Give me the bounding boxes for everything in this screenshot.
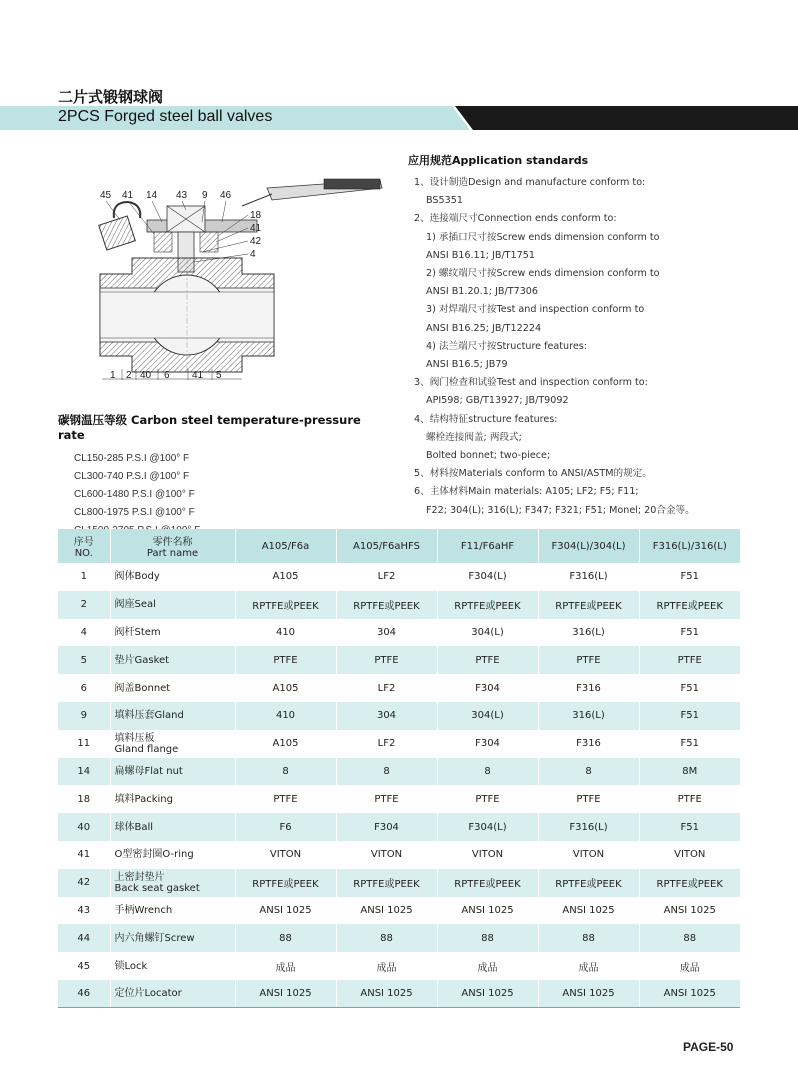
header-material: A105/F6aHFS [336,529,437,563]
part-name-line: 定位片Locator [114,988,182,1000]
cell-material: PTFE [235,785,336,813]
cell-material: VITON [538,841,639,869]
part-name-line: 手柄Wrench [114,904,173,916]
part-name-line: 阀盖Bonnet [114,682,171,694]
table-row [58,646,740,674]
part-name-line: 扁螺母Flat nut [114,765,183,777]
cell-material: PTFE [437,646,538,674]
table-body [58,563,740,1008]
cell-no: 41 [58,841,110,869]
cell-material: RPTFE或PEEK [538,591,639,619]
cell-material: F316(L) [538,563,639,591]
cell-material: 8M [639,758,740,786]
materials-table [58,529,740,1008]
cell-material: 316(L) [538,619,639,647]
cell-material: F304 [336,813,437,841]
cell-material: 410 [235,702,336,730]
cell-material: LF2 [336,730,437,758]
cell-material: 304 [336,619,437,647]
standards-lines [408,174,758,520]
cell-material: 88 [437,924,538,952]
pressure-rate-item: CL600-1480 P.S.I @100° F [74,489,195,500]
cell-material: ANSI 1025 [437,980,538,1008]
cell-material: ANSI 1025 [437,897,538,925]
pressure-rate-item: CL300-740 P.S.I @100° F [74,471,190,482]
label-40: 40 [140,370,152,381]
cell-material: ANSI 1025 [235,980,336,1008]
cell-material: F51 [639,702,740,730]
cell-part-name [110,952,235,980]
part-name-line: 锁Lock [114,960,148,972]
label-42: 42 [250,236,262,247]
label-6: 6 [164,370,170,381]
cell-part-name [110,758,235,786]
standards-line: 1) 承插口尺寸按Screw ends dimension conform to [426,231,660,243]
cell-material: RPTFE或PEEK [235,591,336,619]
cell-material: F304(L) [437,813,538,841]
label-41-bottom: 41 [192,370,204,381]
cell-material: 成品 [437,952,538,980]
cell-material: ANSI 1025 [538,897,639,925]
standards-line: BS5351 [426,195,463,207]
cell-part-name [110,619,235,647]
table-row [58,730,740,758]
valve-body [100,258,274,372]
standards-line: 1、设计制造Design and manufacture conform to: [414,177,646,188]
cell-material: F51 [680,571,699,583]
cell-material: ANSI 1025 [235,897,336,925]
table-row [58,702,740,730]
pressure-rate-item: CL150-285 P.S.I @100° F [74,453,190,464]
part-name-line: 填料Packing [114,793,173,805]
cell-part-name [110,841,235,869]
cell-material: ANSI 1025 [336,897,437,925]
cell-material: 304(L) [437,619,538,647]
cell-material: F51 [680,738,699,750]
label-1: 1 [110,370,116,381]
table-row [58,563,740,591]
cell-material: F51 [680,682,699,694]
cell-material: VITON [336,841,437,869]
standards-line: ANSI B1.20.1; JB/T7306 [426,286,539,298]
cell-material: A105 [235,674,336,702]
header-material: F11/F6aHF [437,529,538,563]
part-name-line: 上密封垫片 [114,871,165,883]
cell-material: PTFE [538,785,639,813]
lock [99,202,141,250]
table-header-row [58,529,740,563]
standards-line: API598; GB/T13927; JB/T9092 [426,395,569,407]
label-18: 18 [250,210,262,221]
label-14: 14 [146,190,158,201]
pressure-rate-item: CL800-1975 P.S.I @100° F [74,507,195,518]
cell-material: 304 [336,702,437,730]
title-chinese: 二片式锻钢球阀 [58,88,164,106]
standards-line: ANSI B16.11; JB/T1751 [426,249,535,261]
part-name-line: 填料压板 [114,732,155,744]
header-part-cn: 零件名称 [152,537,193,548]
header-part [110,529,235,563]
label-41: 41 [122,190,134,201]
cell-material: RPTFE或PEEK [639,591,740,619]
cell-material: LF2 [336,563,437,591]
standards-line: 2、连接端尺寸Connection ends conform to: [414,213,617,225]
cell-material: ANSI 1025 [639,980,740,1008]
cell-material: F304 [437,674,538,702]
standards-line: 螺栓连接阀盖; 两段式; [426,431,522,443]
header-part-en: Part name [146,548,199,559]
cell-material: F316 [538,730,639,758]
standards-line: F22; 304(L); 316(L); F347; F321; F51; Monel; 20合金等。 [426,504,695,516]
cell-no: 14 [58,758,110,786]
cell-material: PTFE [336,646,437,674]
cell-material: PTFE [336,785,437,813]
cell-no: 1 [58,563,110,591]
cell-material: PTFE [677,793,702,805]
standards-line: 4、结构特征structure features: [414,413,558,425]
label-5: 5 [216,370,222,381]
cell-material: F51 [639,813,740,841]
table-row [58,841,740,869]
pressure-rate-title: 碳钢温压等级 Carbon steel temperature-pressure rate [58,413,361,442]
table-row [58,591,740,619]
table-row [58,619,740,647]
cell-material: F316(L) [538,813,639,841]
pressure-rate-list [58,450,388,540]
cell-material: F316 [538,674,639,702]
cell-material: F6 [235,813,336,841]
table-row [58,785,740,813]
standards-title: 应用规范Application standards [408,154,589,167]
wrench-handle [242,179,382,206]
cell-material: A105 [235,730,336,758]
header-material: F316(L)/316(L) [639,529,740,563]
cell-no: 40 [58,813,110,841]
cell-part-name [110,591,235,619]
cell-material: VITON [674,849,706,861]
cell-material: 88 [235,924,336,952]
table-row [58,869,740,897]
cell-material: RPTFE或PEEK [639,869,740,897]
part-name-line: 阀体Body [114,571,160,583]
cell-part-name [110,813,235,841]
title-bar-black [455,106,798,130]
standards-line: 4) 法兰端尺寸按Structure features: [426,340,588,352]
header-no-cn: 序号 [73,537,94,548]
cell-no: 4 [58,619,110,647]
cell-no: 2 [58,591,110,619]
cell-no: 9 [58,702,110,730]
part-name-line: Gland flange [114,743,179,755]
cell-material: ANSI 1025 [538,980,639,1008]
table-row [58,674,740,702]
cell-material: 8 [235,758,336,786]
cell-no: 6 [58,674,110,702]
cell-material: RPTFE或PEEK [437,591,538,619]
cell-material: F304(L) [437,563,538,591]
cell-material: ANSI 1025 [336,980,437,1008]
cell-material: 316(L) [538,702,639,730]
cell-part-name [110,730,235,758]
cell-no: 46 [58,980,110,1008]
label-46: 46 [220,190,232,201]
table-row [58,758,740,786]
pressure-rate-section [58,412,388,540]
table-row [58,924,740,952]
label-43: 43 [176,190,188,201]
cell-material: F304 [437,730,538,758]
cell-material: RPTFE或PEEK [538,869,639,897]
standards-line: 2) 螺纹端尺寸按Screw ends dimension conform to [426,268,660,280]
cell-material: PTFE [538,646,639,674]
cell-material: 8 [437,758,538,786]
cell-material: 成品 [538,952,639,980]
application-standards [408,152,758,520]
part-name-line: 球体Ball [114,821,154,833]
part-name-line: 垫片Gasket [114,654,170,666]
part-name-line: 阀杆Stem [114,626,161,638]
label-4: 4 [250,249,256,260]
cell-part-name [110,674,235,702]
page-number: PAGE-50 [683,1040,734,1054]
cell-part-name [110,646,235,674]
header-no-en: NO. [74,548,93,559]
label-45: 45 [100,190,112,201]
standards-line: 3) 对焊端尺寸按Test and inspection conform to [426,304,645,316]
cell-part-name [110,869,235,897]
cell-material: RPTFE或PEEK [437,869,538,897]
cell-material: RPTFE或PEEK [336,869,437,897]
standards-line: 3、阀门检查和试验Test and inspection conform to: [414,377,648,389]
cell-material: 410 [235,619,336,647]
part-name-line: Back seat gasket [114,882,200,894]
table-row [58,813,740,841]
cell-no: 11 [58,730,110,758]
table-row [58,980,740,1008]
cell-material: A105 [235,563,336,591]
cell-no: 45 [58,952,110,980]
part-name-line: 阀座Seal [114,599,156,611]
standards-line: 6、主体材料Main materials: A105; LF2; F5; F11; [414,486,639,498]
label-9: 9 [202,190,208,201]
cell-material: LF2 [336,674,437,702]
cell-part-name [110,563,235,591]
header-material: A105/F6a [235,529,336,563]
header-material: F304(L)/304(L) [538,529,639,563]
cell-part-name [110,924,235,952]
cell-material: PTFE [639,646,740,674]
part-name-line: O型密封圈O-ring [114,849,194,861]
part-name-line: 内六角螺钉Screw [114,932,195,944]
cell-material: 304(L) [437,702,538,730]
cell-material: VITON [235,841,336,869]
label-2: 2 [126,370,132,381]
standards-line: ANSI B16.25; JB/T12224 [426,322,542,334]
cell-material: 88 [336,924,437,952]
cell-material: VITON [437,841,538,869]
table-row [58,952,740,980]
title-english: 2PCS Forged steel ball valves [58,108,273,125]
cell-material: 成品 [679,962,700,974]
cell-material: PTFE [437,785,538,813]
cell-material: 成品 [336,952,437,980]
cell-material: RPTFE或PEEK [336,591,437,619]
standards-line: Bolted bonnet; two-piece; [426,450,551,462]
cell-material: ANSI 1025 [663,904,716,916]
table-row [58,897,740,925]
label-41-right: 41 [250,223,262,234]
cell-material: F51 [680,626,699,638]
standards-line: ANSI B16.5; JB79 [426,359,508,371]
cell-part-name [110,980,235,1008]
cell-part-name [110,897,235,925]
standards-line: 5、材料按Materials conform to ANSI/ASTM的规定。 [414,468,652,480]
cell-material: PTFE [235,646,336,674]
cell-material: 8 [538,758,639,786]
cell-no: 18 [58,785,110,813]
cell-material: 88 [639,924,740,952]
header-no [58,529,110,563]
cell-no: 44 [58,924,110,952]
part-name-line: 填料压套Gland [114,710,184,722]
cell-part-name [110,785,235,813]
cell-material: 88 [538,924,639,952]
cell-part-name [110,702,235,730]
cell-no: 42 [58,869,110,897]
cell-material: RPTFE或PEEK [235,869,336,897]
cell-material: 8 [336,758,437,786]
cell-no: 5 [58,646,110,674]
cell-no: 43 [58,897,110,925]
cell-material: 成品 [235,952,336,980]
valve-drawing [92,176,392,388]
